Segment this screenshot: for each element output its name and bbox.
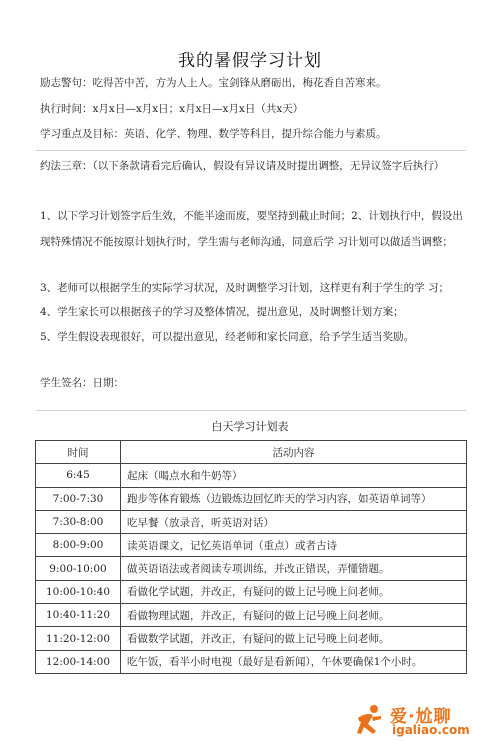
rules-header: 约法三章：（以下条款请看完后确认，假设有异议请及时提出调整，无异议签字后执行） [40, 160, 445, 172]
focus-line: 学习重点及目标：英语、化学、物理、数学等科目，提升综合能力与素质。 [40, 128, 387, 140]
table-header-row [36, 441, 467, 464]
rule-5: 5、学生假设表现很好，可以提出意见，经老师和家长同意，给予学生适当奖励。 [40, 331, 415, 343]
row-time: 12:00-14:00 [36, 650, 121, 673]
row-activity: 吃早餐（放录音，听英语对话） [121, 510, 467, 533]
row-time: 7:00-7:30 [36, 487, 121, 510]
watermark-url: igaliao.com [392, 723, 470, 737]
row-time: 11:20-12:00 [36, 627, 121, 650]
table-row [36, 464, 467, 487]
row-time: 7:30-8:00 [36, 510, 121, 533]
rule-4: 4、学生家长可以根据孩子的学习及整体情况，提出意见，及时调整计划方案； [40, 306, 404, 318]
table-row [36, 557, 467, 580]
table-row [36, 510, 467, 533]
row-time: 8:00-9:00 [36, 534, 121, 557]
rule-3: 3、老师可以根据学生的实际学习状况，及时调整学习计划，这样更有利于学生的学 习； [40, 282, 450, 294]
table-row [36, 534, 467, 557]
row-activity: 跑步等体育锻炼（边锻炼边回忆昨天的学习内容，如英语单词等） [121, 487, 467, 510]
row-activity: 做英语语法或者阅读专项训练，并改正错误，弄懂错题。 [121, 557, 467, 580]
row-activity: 吃午饭，看半小时电视（最好是看新闻），午休要确保1个小时。 [121, 650, 467, 673]
person-running-logo-icon [352, 704, 386, 736]
signature-line: 学生签名：日期： [40, 377, 124, 389]
row-time: 10:00-10:40 [36, 580, 121, 603]
period-line: 执行时间：x月x日—x月x日；x月x日—x月x日（共x天） [40, 103, 304, 115]
row-activity: 起床（喝点水和牛奶等） [121, 464, 467, 487]
row-time: 6:45 [36, 464, 121, 487]
divider [36, 410, 466, 411]
watermark-brand: 爱·尬聊 [390, 707, 452, 727]
page-title: 我的暑假学习计划 [178, 51, 322, 71]
table-row [36, 627, 467, 650]
table-row [36, 580, 467, 603]
row-activity: 看做化学试题，并改正，有疑问的做上记号晚上问老师。 [121, 580, 467, 603]
rule-1-2: 1、以下学习计划签字后生效，不能半途而废，要坚持到截止时间；2、计划执行中，假设出现特殊情况不能按原计划执行时，学生需与老师沟通，同意后学 习计划可以做适当调整； [40, 210, 463, 248]
table-row [36, 650, 467, 673]
table-row [36, 604, 467, 627]
row-time: 10:40-11:20 [36, 604, 121, 627]
row-time: 9:00-10:00 [36, 557, 121, 580]
row-activity: 看做物理试题，并改正，有疑问的做上记号晚上问老师。 [121, 604, 467, 627]
row-activity: 读英语课文，记忆英语单词（重点）或者古诗 [121, 534, 467, 557]
schedule-table [35, 440, 467, 674]
row-activity: 看做数学试题，并改正，有疑问的做上记号晚上问老师。 [121, 627, 467, 650]
site-watermark [352, 700, 497, 738]
divider [36, 150, 466, 151]
header-time: 时间 [36, 441, 121, 464]
header-activity: 活动内容 [121, 441, 467, 464]
table-caption: 白天学习计划表 [211, 420, 289, 433]
motto-line: 励志警句：吃得苦中苦，方为人上人。宝剑锋从磨砺出，梅花香自苦寒来。 [40, 77, 387, 89]
table-row [36, 487, 467, 510]
